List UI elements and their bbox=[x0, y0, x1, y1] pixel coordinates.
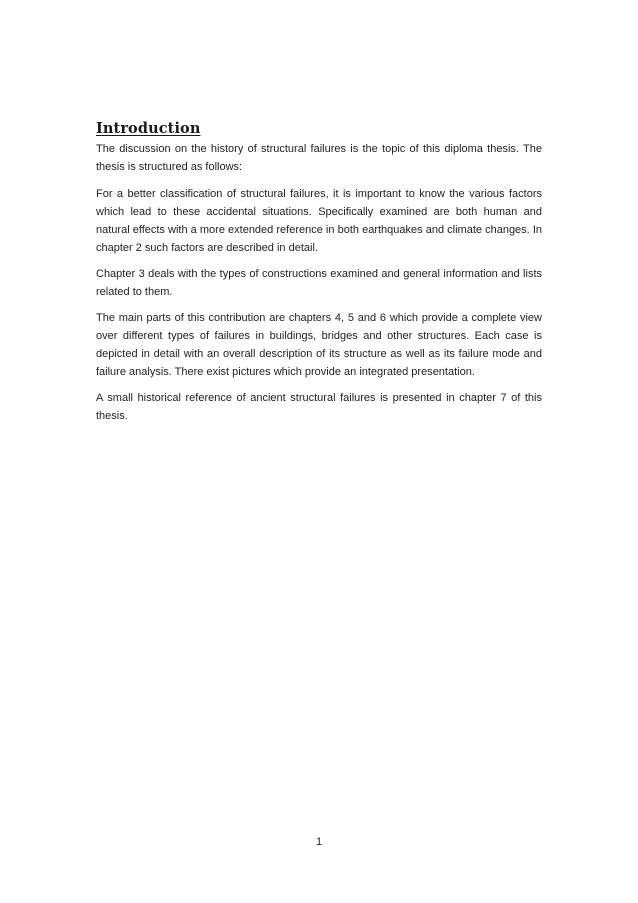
paragraph-historical: A small historical reference of ancient structural failures is presented in chapter 7 of this thesis. bbox=[96, 392, 542, 422]
section-heading: Introduction bbox=[96, 120, 201, 137]
paragraph-intro: The discussion on the history of structural failures is the topic of this diploma thesis. The thesis is structured as follows: bbox=[96, 143, 542, 173]
paragraph-main-parts: The main parts of this contribution are chapters 4, 5 and 6 which provide a complete view over different types of failures in buildings, bridges and other structures. Each case is depicted in detail with an overall description of its structure as well as its failure mode and failure analysis. There exist pictures which provide an integrated presentation. bbox=[96, 312, 542, 378]
paragraph-factors: For a better classification of structural failures, it is important to know the various factors which lead to these accidental situations. Specifically examined are both human and natural effects with a more extended reference in both earthquakes and climate changes. In chapter 2 such factors are described in detail. bbox=[96, 188, 542, 254]
page-body bbox=[96, 119, 542, 433]
page-number: 1 bbox=[315, 836, 323, 848]
paragraph-chapter-3: Chapter 3 deals with the types of constructions examined and general information and lists related to them. bbox=[96, 268, 542, 298]
